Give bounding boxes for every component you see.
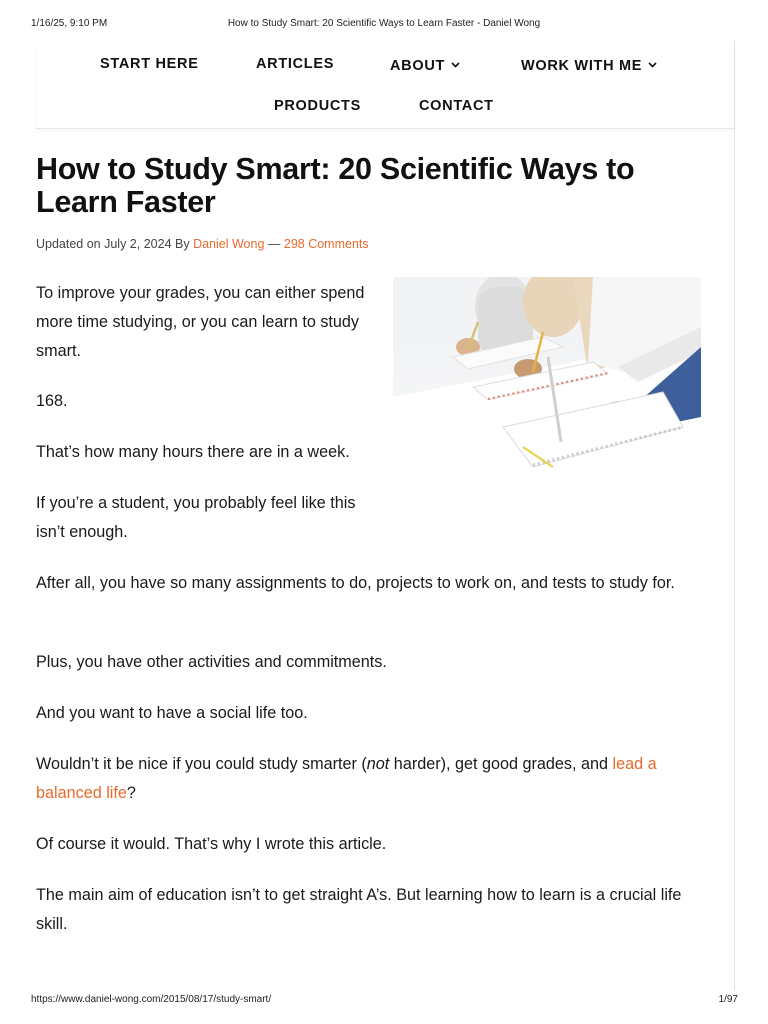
- nav-articles[interactable]: ARTICLES: [256, 56, 335, 72]
- emphasis-not: not: [366, 755, 390, 773]
- nav-contact[interactable]: CONTACT: [419, 98, 494, 114]
- chevron-down-icon: [648, 56, 657, 72]
- nav-about[interactable]: [390, 56, 460, 74]
- paragraph: That’s how many hours there are in a week.: [36, 443, 350, 461]
- paragraph: 168.: [36, 392, 68, 410]
- paragraph: If you’re a student, you probably feel like this isn’t enough.: [36, 494, 356, 541]
- students-writing-photo: [393, 277, 701, 490]
- updated-date: Updated on July 2, 2024 By: [36, 237, 190, 251]
- print-header: [0, 18, 768, 32]
- main-navigation: [36, 40, 734, 129]
- meta-separator: —: [267, 237, 281, 251]
- paragraph-balanced-life: [36, 750, 706, 808]
- print-footer: [0, 994, 768, 1008]
- paragraph: After all, you have so many assignments to do, projects to work on, and tests to study for.: [36, 574, 675, 592]
- article-meta: [36, 237, 369, 251]
- text-segment: Wouldn’t it be nice if you could study smarter (: [36, 755, 367, 773]
- nav-work-with-me[interactable]: [521, 56, 657, 74]
- print-datetime: 1/16/25, 9:10 PM: [31, 18, 108, 29]
- paragraph: Plus, you have other activities and commitments.: [36, 653, 387, 671]
- chevron-down-icon: [451, 56, 460, 72]
- paragraph: The main aim of education isn’t to get straight A’s. But learning how to learn is a crucial life skill.: [36, 886, 682, 933]
- text-segment: ?: [126, 784, 136, 802]
- article-title: How to Study Smart: 20 Scientific Ways to Learn Faster: [36, 152, 635, 219]
- text-segment: harder), get good grades, and: [389, 755, 613, 773]
- print-url: https://www.daniel-wong.com/2015/08/17/study-smart/: [31, 994, 272, 1005]
- comments-link[interactable]: 298 Comments: [283, 237, 369, 251]
- nav-products[interactable]: PRODUCTS: [274, 98, 361, 114]
- balanced-life-link[interactable]: lead a balanced life: [36, 755, 657, 802]
- paragraph: And you want to have a social life too.: [36, 704, 308, 722]
- paragraph: To improve your grades, you can either spend more time studying, or you can learn to study smart.: [36, 284, 365, 360]
- print-document-title: How to Study Smart: 20 Scientific Ways to Learn Faster - Daniel Wong: [227, 18, 541, 29]
- nav-work-with-me-label: WORK WITH ME: [521, 58, 643, 74]
- site-container: [36, 40, 735, 990]
- print-page-number: 1/97: [718, 994, 738, 1005]
- nav-start-here[interactable]: START HERE: [100, 56, 199, 72]
- paragraph: Of course it would. That’s why I wrote this article.: [36, 835, 387, 853]
- author-link[interactable]: Daniel Wong: [193, 237, 265, 251]
- nav-about-label: ABOUT: [390, 58, 446, 74]
